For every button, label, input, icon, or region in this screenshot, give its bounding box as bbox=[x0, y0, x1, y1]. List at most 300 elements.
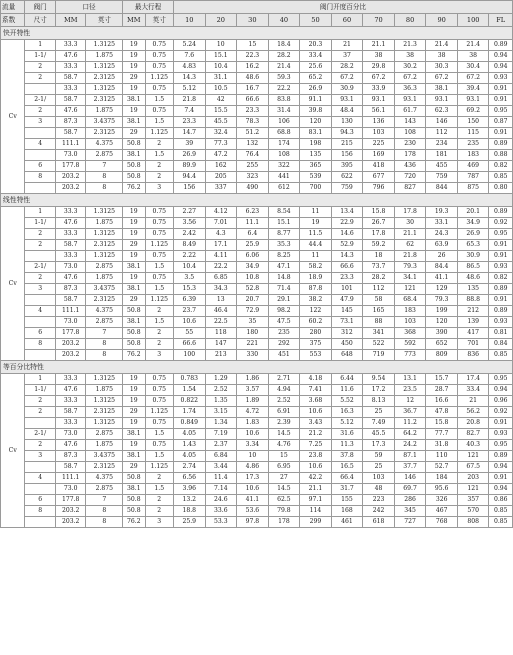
value-cell: 0.89 bbox=[489, 207, 513, 218]
value-cell: 0.849 bbox=[173, 418, 205, 429]
size-cell: 8 bbox=[25, 339, 56, 350]
value-cell: 37 bbox=[331, 51, 363, 62]
value-cell: 14.8 bbox=[268, 273, 300, 284]
value-cell: 0.94 bbox=[489, 62, 513, 73]
value-cell: 122 bbox=[300, 306, 332, 317]
value-cell: 337 bbox=[205, 183, 237, 194]
value-cell: 22.9 bbox=[331, 218, 363, 229]
value-cell: 4.12 bbox=[205, 207, 237, 218]
value-cell: 2.875 bbox=[86, 317, 123, 328]
value-cell: 17.3 bbox=[237, 473, 269, 484]
size-cell: 2-1/ bbox=[25, 262, 56, 273]
value-cell: 50.8 bbox=[123, 306, 145, 317]
value-cell: 553 bbox=[300, 350, 332, 361]
value-cell: 68.8 bbox=[268, 128, 300, 139]
value-cell: 3.4375 bbox=[86, 117, 123, 128]
value-cell: 33.4 bbox=[457, 385, 489, 396]
value-cell: 7 bbox=[86, 328, 123, 339]
value-cell: 139 bbox=[457, 317, 489, 328]
table-row bbox=[1, 517, 513, 528]
value-cell: 108 bbox=[268, 150, 300, 161]
value-cell: 66.4 bbox=[331, 473, 363, 484]
value-cell: 0.94 bbox=[489, 51, 513, 62]
value-cell: 1.875 bbox=[86, 51, 123, 62]
value-cell: 2.42 bbox=[173, 229, 205, 240]
size-cell bbox=[25, 251, 56, 262]
value-cell: 11.5 bbox=[300, 229, 332, 240]
value-cell: 36.7 bbox=[394, 407, 426, 418]
value-cell: 103 bbox=[363, 473, 395, 484]
value-cell: 3.4375 bbox=[86, 451, 123, 462]
value-cell: 10 bbox=[237, 451, 269, 462]
value-cell: 7.41 bbox=[300, 385, 332, 396]
size-cell: 1 bbox=[25, 40, 56, 51]
value-cell: 844 bbox=[426, 183, 458, 194]
value-cell: 35 bbox=[237, 317, 269, 328]
value-cell: 6.06 bbox=[237, 251, 269, 262]
value-cell: 4.11 bbox=[205, 251, 237, 262]
value-cell: 67.2 bbox=[426, 73, 458, 84]
value-cell: 106 bbox=[268, 117, 300, 128]
value-cell: 0.89 bbox=[489, 451, 513, 462]
value-cell: 20.3 bbox=[300, 40, 332, 51]
pct-header: 80 bbox=[394, 14, 426, 27]
value-cell: 62.3 bbox=[426, 106, 458, 117]
value-cell: 38.1 bbox=[123, 451, 145, 462]
value-cell: 1.3125 bbox=[86, 207, 123, 218]
value-cell: 3 bbox=[145, 517, 173, 528]
value-cell: 199 bbox=[426, 306, 458, 317]
table-row bbox=[1, 150, 513, 161]
value-cell: 0.85 bbox=[489, 350, 513, 361]
value-cell: 10.6 bbox=[237, 484, 269, 495]
value-cell: 55 bbox=[173, 328, 205, 339]
value-cell: 183 bbox=[457, 150, 489, 161]
value-cell: 0.75 bbox=[145, 106, 173, 117]
value-cell: 768 bbox=[426, 517, 458, 528]
value-cell: 203.2 bbox=[55, 183, 86, 194]
value-cell: 76.4 bbox=[237, 150, 269, 161]
value-cell: 12 bbox=[394, 396, 426, 407]
value-cell: 417 bbox=[457, 328, 489, 339]
value-cell: 73.0 bbox=[55, 429, 86, 440]
size-cell: 8 bbox=[25, 506, 56, 517]
value-cell: 7.14 bbox=[205, 484, 237, 495]
value-cell: 326 bbox=[426, 495, 458, 506]
value-cell: 3.68 bbox=[300, 396, 332, 407]
value-cell: 8 bbox=[86, 506, 123, 517]
value-cell: 59.3 bbox=[268, 73, 300, 84]
value-cell: 827 bbox=[394, 183, 426, 194]
value-cell: 26.9 bbox=[457, 229, 489, 240]
value-cell: 10.6 bbox=[173, 317, 205, 328]
value-cell: 3.4375 bbox=[86, 284, 123, 295]
table-row bbox=[1, 440, 513, 451]
value-cell: 612 bbox=[268, 183, 300, 194]
value-cell: 0.75 bbox=[145, 51, 173, 62]
value-cell: 5.52 bbox=[331, 396, 363, 407]
value-cell: 323 bbox=[237, 172, 269, 183]
value-cell: 19 bbox=[123, 374, 145, 385]
value-cell: 23.3 bbox=[237, 106, 269, 117]
value-cell: 19 bbox=[123, 251, 145, 262]
value-cell: 225 bbox=[363, 139, 395, 150]
value-cell: 4.05 bbox=[173, 451, 205, 462]
value-cell: 0.93 bbox=[489, 429, 513, 440]
table-row bbox=[1, 451, 513, 462]
value-cell: 2 bbox=[145, 172, 173, 183]
value-cell: 5.24 bbox=[173, 40, 205, 51]
value-cell: 34.1 bbox=[394, 273, 426, 284]
value-cell: 32.4 bbox=[205, 128, 237, 139]
value-cell: 38.1 bbox=[123, 117, 145, 128]
value-cell: 58.7 bbox=[55, 73, 86, 84]
value-cell: 59 bbox=[363, 451, 395, 462]
value-cell: 15.7 bbox=[426, 374, 458, 385]
value-cell: 30.4 bbox=[457, 62, 489, 73]
value-cell: 26.9 bbox=[300, 84, 332, 95]
value-cell: 165 bbox=[363, 306, 395, 317]
value-cell: 50.8 bbox=[123, 495, 145, 506]
value-cell: 135 bbox=[457, 284, 489, 295]
value-cell: 30.2 bbox=[394, 62, 426, 73]
value-cell: 1.5 bbox=[145, 262, 173, 273]
value-cell: 4.3 bbox=[205, 229, 237, 240]
value-cell: 38.1 bbox=[123, 429, 145, 440]
value-cell: 3.15 bbox=[205, 407, 237, 418]
value-cell: 103 bbox=[363, 128, 395, 139]
section-header bbox=[1, 361, 513, 374]
value-cell: 1.34 bbox=[205, 418, 237, 429]
value-cell: 242 bbox=[363, 506, 395, 517]
value-cell: 33.3 bbox=[55, 84, 86, 95]
value-cell: 15.5 bbox=[205, 106, 237, 117]
value-cell: 58.7 bbox=[55, 95, 86, 106]
value-cell: 135 bbox=[300, 150, 332, 161]
value-cell: 72.9 bbox=[237, 306, 269, 317]
value-cell: 48.6 bbox=[237, 73, 269, 84]
value-cell: 73.7 bbox=[363, 262, 395, 273]
value-cell: 1.125 bbox=[145, 295, 173, 306]
value-cell: 47.6 bbox=[55, 218, 86, 229]
size-cell: 4 bbox=[25, 139, 56, 150]
value-cell: 4.72 bbox=[237, 407, 269, 418]
value-cell: 8.54 bbox=[268, 207, 300, 218]
size-cell: 2 bbox=[25, 396, 56, 407]
value-cell: 8 bbox=[86, 350, 123, 361]
value-cell: 19 bbox=[123, 207, 145, 218]
value-cell: 88.8 bbox=[457, 295, 489, 306]
value-cell: 0.91 bbox=[489, 84, 513, 95]
size-cell: 4 bbox=[25, 306, 56, 317]
value-cell: 11.3 bbox=[331, 440, 363, 451]
value-cell: 10.5 bbox=[205, 84, 237, 95]
value-cell: 10.6 bbox=[237, 429, 269, 440]
table-row bbox=[1, 473, 513, 484]
value-cell: 1.29 bbox=[205, 374, 237, 385]
pct-header: 90 bbox=[426, 14, 458, 27]
value-cell: 0.75 bbox=[145, 40, 173, 51]
value-cell: 2.3125 bbox=[86, 73, 123, 84]
value-cell: 19 bbox=[123, 106, 145, 117]
value-cell: 7 bbox=[86, 161, 123, 172]
value-cell: 121 bbox=[457, 451, 489, 462]
value-cell: 10.4 bbox=[173, 262, 205, 273]
value-cell: 31.8 bbox=[426, 440, 458, 451]
value-cell: 136 bbox=[363, 117, 395, 128]
value-cell: 93.1 bbox=[394, 95, 426, 106]
table-row bbox=[1, 106, 513, 117]
value-cell: 39 bbox=[173, 139, 205, 150]
value-cell: 33.4 bbox=[300, 51, 332, 62]
value-cell: 181 bbox=[426, 150, 458, 161]
table-row bbox=[1, 240, 513, 251]
value-cell: 2.875 bbox=[86, 262, 123, 273]
value-cell: 4.18 bbox=[300, 374, 332, 385]
value-cell: 652 bbox=[426, 339, 458, 350]
value-cell: 1.54 bbox=[173, 385, 205, 396]
value-cell: 461 bbox=[331, 517, 363, 528]
size-cell: 3 bbox=[25, 451, 56, 462]
value-cell: 67.2 bbox=[363, 73, 395, 84]
value-cell: 25 bbox=[363, 407, 395, 418]
value-cell: 51.2 bbox=[237, 128, 269, 139]
value-cell: 64.2 bbox=[394, 429, 426, 440]
value-cell: 38.1 bbox=[123, 150, 145, 161]
value-cell: 56.2 bbox=[457, 407, 489, 418]
value-cell: 30.9 bbox=[331, 84, 363, 95]
value-cell: 110 bbox=[426, 451, 458, 462]
size-cell: 2 bbox=[25, 407, 56, 418]
value-cell: 87.3 bbox=[55, 117, 86, 128]
value-cell: 93.1 bbox=[363, 95, 395, 106]
table-row bbox=[1, 495, 513, 506]
value-cell: 11.1 bbox=[237, 218, 269, 229]
value-cell: 83.8 bbox=[268, 95, 300, 106]
value-cell: 17.8 bbox=[394, 207, 426, 218]
value-cell: 34.3 bbox=[205, 284, 237, 295]
value-cell: 23.5 bbox=[394, 385, 426, 396]
value-cell: 25.6 bbox=[300, 62, 332, 73]
value-cell: 0.75 bbox=[145, 273, 173, 284]
value-cell: 0.75 bbox=[145, 62, 173, 73]
value-cell: 1.125 bbox=[145, 73, 173, 84]
value-cell: 0.93 bbox=[489, 262, 513, 273]
size-cell: 2 bbox=[25, 240, 56, 251]
value-cell: 809 bbox=[426, 350, 458, 361]
value-cell: 47.1 bbox=[268, 262, 300, 273]
value-cell: 47.9 bbox=[331, 295, 363, 306]
value-cell: 88 bbox=[363, 317, 395, 328]
value-cell: 111.1 bbox=[55, 139, 86, 150]
value-cell: 143 bbox=[394, 117, 426, 128]
value-cell: 129 bbox=[426, 284, 458, 295]
value-cell: 0.75 bbox=[145, 251, 173, 262]
value-cell: 19 bbox=[123, 62, 145, 73]
value-cell: 13.4 bbox=[331, 207, 363, 218]
value-cell: 0.84 bbox=[489, 339, 513, 350]
value-cell: 52.8 bbox=[237, 284, 269, 295]
value-cell: 48.6 bbox=[457, 273, 489, 284]
value-cell: 17.4 bbox=[457, 374, 489, 385]
value-cell: 38 bbox=[363, 51, 395, 62]
value-cell: 10.4 bbox=[205, 62, 237, 73]
value-cell: 29 bbox=[123, 128, 145, 139]
value-cell: 2.27 bbox=[173, 207, 205, 218]
value-cell: 10.6 bbox=[300, 462, 332, 473]
value-cell: 467 bbox=[426, 506, 458, 517]
size-cell: 2 bbox=[25, 273, 56, 284]
value-cell: 112 bbox=[426, 128, 458, 139]
value-cell: 6.95 bbox=[268, 462, 300, 473]
value-cell: 0.75 bbox=[145, 396, 173, 407]
value-cell: 21.1 bbox=[363, 40, 395, 51]
value-cell: 539 bbox=[300, 172, 332, 183]
value-cell: 118 bbox=[205, 328, 237, 339]
value-cell: 203.2 bbox=[55, 339, 86, 350]
value-cell: 2.3125 bbox=[86, 295, 123, 306]
section-title: 线性特性 bbox=[1, 194, 513, 207]
value-cell: 0.94 bbox=[489, 462, 513, 473]
value-cell: 203.2 bbox=[55, 506, 86, 517]
value-cell: 6.39 bbox=[173, 295, 205, 306]
value-cell: 65.3 bbox=[457, 240, 489, 251]
value-cell: 6.44 bbox=[331, 374, 363, 385]
value-cell: 2 bbox=[145, 328, 173, 339]
value-cell: 21.4 bbox=[426, 40, 458, 51]
value-cell: 0.91 bbox=[489, 240, 513, 251]
value-cell: 156 bbox=[331, 150, 363, 161]
value-cell: 1.3125 bbox=[86, 251, 123, 262]
value-cell: 34.9 bbox=[457, 218, 489, 229]
value-cell: 58.7 bbox=[55, 462, 86, 473]
value-cell: 23.7 bbox=[173, 306, 205, 317]
value-cell: 0.82 bbox=[489, 161, 513, 172]
value-cell: 33.1 bbox=[426, 218, 458, 229]
flow-label: 流量 bbox=[1, 1, 25, 14]
size-cell: 2-1/ bbox=[25, 429, 56, 440]
pct-header: 50 bbox=[300, 14, 332, 27]
value-cell: 1.125 bbox=[145, 128, 173, 139]
value-cell: 6.56 bbox=[173, 473, 205, 484]
table-row bbox=[1, 218, 513, 229]
value-cell: 22.5 bbox=[205, 317, 237, 328]
value-cell: 5.12 bbox=[331, 418, 363, 429]
value-cell: 16.2 bbox=[237, 62, 269, 73]
value-cell: 234 bbox=[426, 139, 458, 150]
value-cell: 312 bbox=[331, 328, 363, 339]
bore-inch-label: 英寸 bbox=[86, 14, 123, 27]
value-cell: 146 bbox=[426, 117, 458, 128]
value-cell: 29.1 bbox=[268, 295, 300, 306]
value-cell: 719 bbox=[363, 350, 395, 361]
value-cell: 31.1 bbox=[205, 73, 237, 84]
pct-header: 100 bbox=[457, 14, 489, 27]
value-cell: 37.8 bbox=[331, 451, 363, 462]
table-row bbox=[1, 84, 513, 95]
value-cell: 16.7 bbox=[237, 84, 269, 95]
value-cell: 720 bbox=[394, 172, 426, 183]
value-cell: 62.5 bbox=[268, 495, 300, 506]
value-cell: 19 bbox=[123, 84, 145, 95]
value-cell: 0.89 bbox=[489, 284, 513, 295]
value-cell: 14.6 bbox=[331, 229, 363, 240]
value-cell: 132 bbox=[237, 139, 269, 150]
value-cell: 1.89 bbox=[237, 396, 269, 407]
value-cell: 56.1 bbox=[363, 106, 395, 117]
value-cell: 18.8 bbox=[173, 506, 205, 517]
value-cell: 1.3125 bbox=[86, 396, 123, 407]
table-row bbox=[1, 273, 513, 284]
value-cell: 156 bbox=[173, 183, 205, 194]
table-row bbox=[1, 161, 513, 172]
value-cell: 796 bbox=[363, 183, 395, 194]
value-cell: 18.9 bbox=[300, 273, 332, 284]
value-cell: 83.1 bbox=[300, 128, 332, 139]
value-cell: 30.9 bbox=[457, 251, 489, 262]
value-cell: 67.2 bbox=[394, 73, 426, 84]
value-cell: 0.81 bbox=[489, 328, 513, 339]
value-cell: 21.4 bbox=[457, 40, 489, 51]
value-cell: 169 bbox=[363, 150, 395, 161]
value-cell: 375 bbox=[300, 339, 332, 350]
value-cell: 7.01 bbox=[205, 218, 237, 229]
value-cell: 16.6 bbox=[426, 396, 458, 407]
value-cell: 87.8 bbox=[300, 284, 332, 295]
value-cell: 8 bbox=[86, 183, 123, 194]
value-cell: 44.4 bbox=[300, 240, 332, 251]
value-cell: 33.3 bbox=[55, 396, 86, 407]
value-cell: 1.125 bbox=[145, 240, 173, 251]
pct-header: 20 bbox=[205, 14, 237, 27]
value-cell: 0.75 bbox=[145, 440, 173, 451]
value-cell: 20.8 bbox=[457, 418, 489, 429]
table-row bbox=[1, 429, 513, 440]
value-cell: 17.2 bbox=[363, 385, 395, 396]
value-cell: 15.1 bbox=[205, 51, 237, 62]
value-cell: 121 bbox=[394, 284, 426, 295]
value-cell: 47.5 bbox=[268, 317, 300, 328]
value-cell: 77.3 bbox=[205, 139, 237, 150]
value-cell: 17.8 bbox=[363, 229, 395, 240]
value-cell: 1.5 bbox=[145, 117, 173, 128]
table-row bbox=[1, 73, 513, 84]
value-cell: 16.3 bbox=[331, 407, 363, 418]
value-cell: 19 bbox=[300, 218, 332, 229]
value-cell: 2.875 bbox=[86, 429, 123, 440]
size-cell: 6 bbox=[25, 328, 56, 339]
value-cell: 168 bbox=[331, 506, 363, 517]
size-cell: 1 bbox=[25, 207, 56, 218]
value-cell: 4.375 bbox=[86, 473, 123, 484]
value-cell: 73.0 bbox=[55, 484, 86, 495]
value-cell: 33.3 bbox=[55, 62, 86, 73]
value-cell: 94.4 bbox=[173, 172, 205, 183]
value-cell: 34.9 bbox=[237, 262, 269, 273]
value-cell: 29 bbox=[123, 407, 145, 418]
value-cell: 436 bbox=[394, 161, 426, 172]
value-cell: 146 bbox=[394, 473, 426, 484]
value-cell: 1.74 bbox=[173, 407, 205, 418]
section-header bbox=[1, 194, 513, 207]
value-cell: 3.44 bbox=[205, 462, 237, 473]
value-cell: 3.57 bbox=[237, 385, 269, 396]
value-cell: 2 bbox=[145, 495, 173, 506]
value-cell: 1.86 bbox=[237, 374, 269, 385]
value-cell: 3 bbox=[145, 350, 173, 361]
table-row bbox=[1, 295, 513, 306]
value-cell: 66.6 bbox=[173, 339, 205, 350]
